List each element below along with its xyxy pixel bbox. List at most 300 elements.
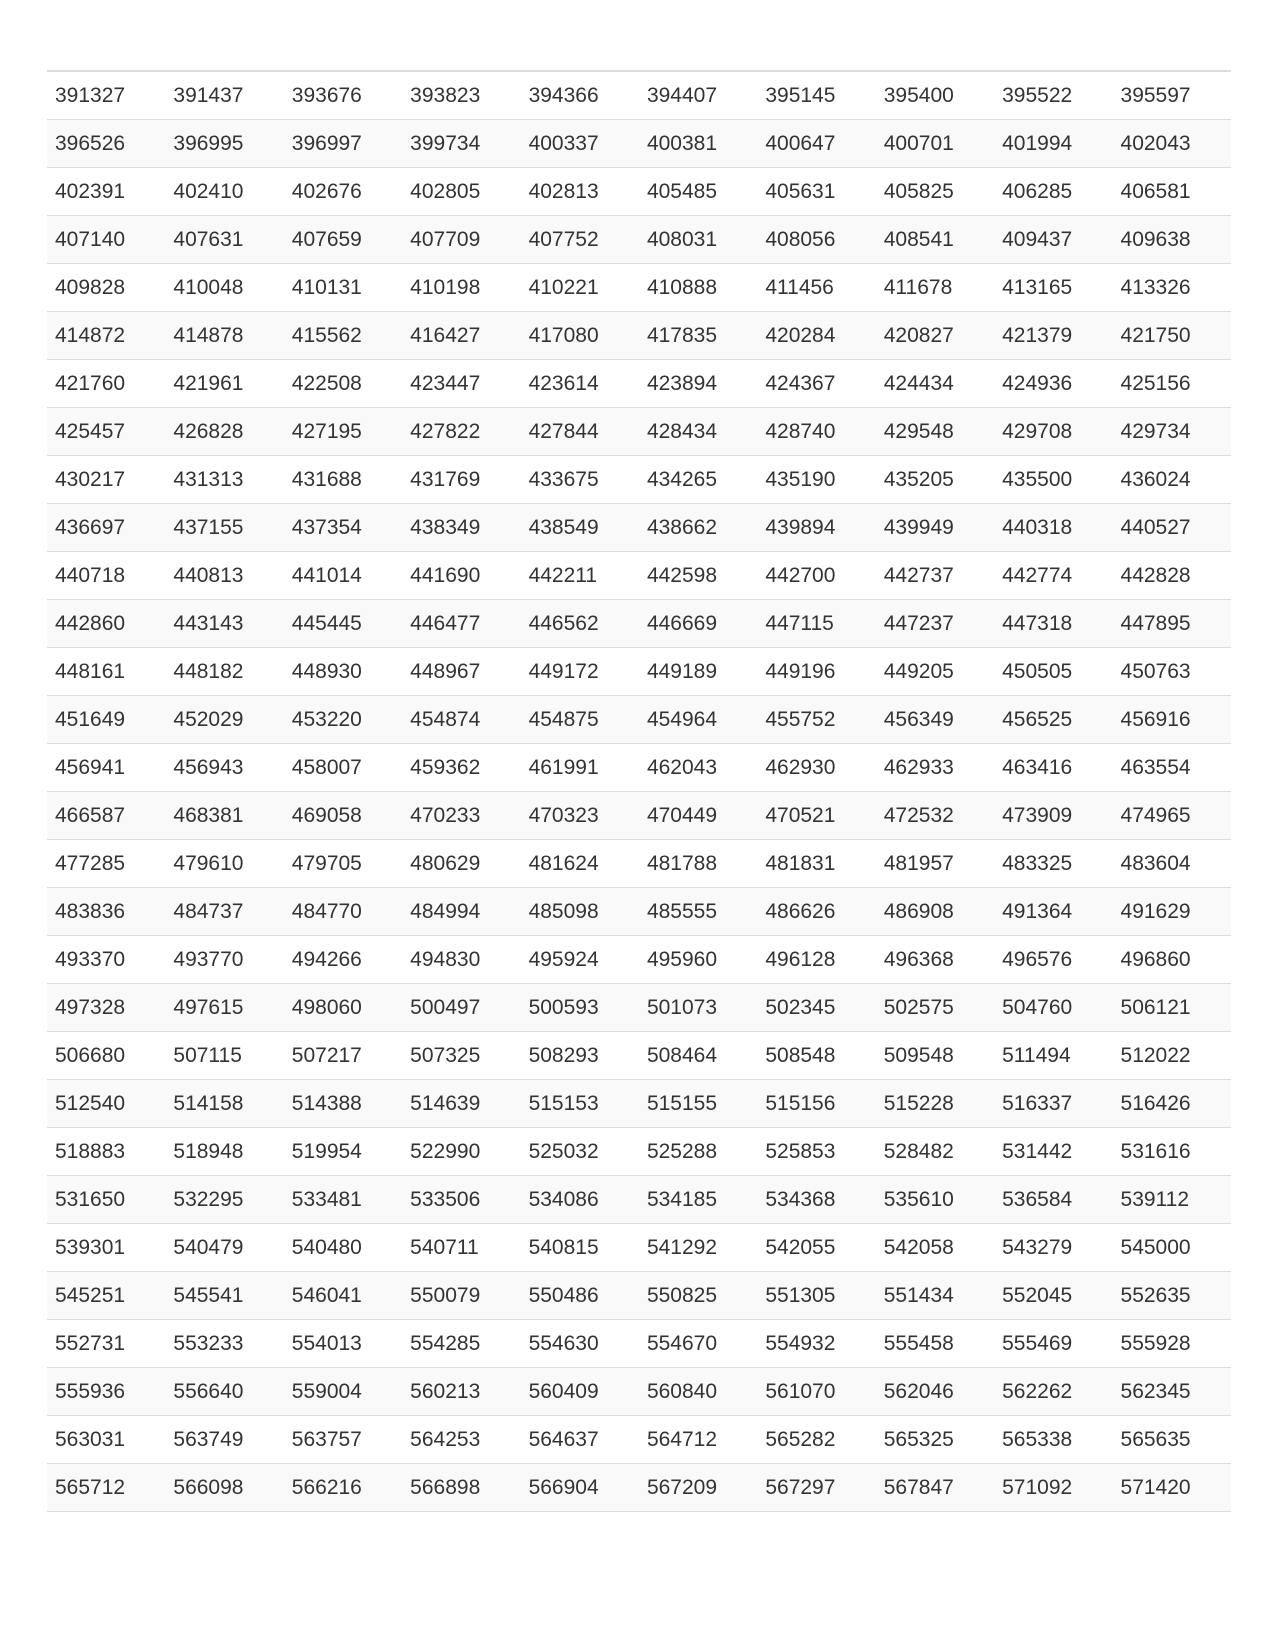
table-row [47,504,1231,552]
table-cell: 567847 [876,1464,994,1512]
table-cell: 466587 [47,792,165,840]
table-cell: 470521 [757,792,875,840]
table-cell: 564253 [402,1416,520,1464]
table-cell: 459362 [402,744,520,792]
table-cell: 494266 [284,936,402,984]
table-cell: 486908 [876,888,994,936]
table-cell: 391327 [47,71,165,120]
table-cell: 434265 [639,456,757,504]
table-cell: 437354 [284,504,402,552]
table-cell: 438349 [402,504,520,552]
table-cell: 410221 [521,264,639,312]
table-cell: 551305 [757,1272,875,1320]
table-cell: 481831 [757,840,875,888]
table-cell: 485555 [639,888,757,936]
table-cell: 496128 [757,936,875,984]
table-row [47,1272,1231,1320]
table-cell: 518948 [165,1128,283,1176]
table-cell: 496860 [1113,936,1231,984]
table-cell: 458007 [284,744,402,792]
table-cell: 555936 [47,1368,165,1416]
table-cell: 400381 [639,120,757,168]
table-cell: 394407 [639,71,757,120]
table-cell: 545251 [47,1272,165,1320]
table-cell: 406285 [994,168,1112,216]
table-cell: 429548 [876,408,994,456]
table-cell: 450763 [1113,648,1231,696]
table-cell: 411456 [757,264,875,312]
table-cell: 506121 [1113,984,1231,1032]
table-cell: 402410 [165,168,283,216]
table-cell: 486626 [757,888,875,936]
table-cell: 554932 [757,1320,875,1368]
table-cell: 440718 [47,552,165,600]
table-cell: 433675 [521,456,639,504]
table-cell: 440318 [994,504,1112,552]
table-cell: 493770 [165,936,283,984]
table-row [47,1128,1231,1176]
table-cell: 414872 [47,312,165,360]
table-cell: 451649 [47,696,165,744]
table-cell: 562345 [1113,1368,1231,1416]
table-cell: 501073 [639,984,757,1032]
table-cell: 564637 [521,1416,639,1464]
table-cell: 566098 [165,1464,283,1512]
table-cell: 531616 [1113,1128,1231,1176]
table-cell: 571092 [994,1464,1112,1512]
table-cell: 424936 [994,360,1112,408]
table-cell: 502575 [876,984,994,1032]
table-cell: 435190 [757,456,875,504]
table-cell: 562262 [994,1368,1112,1416]
table-row [47,1416,1231,1464]
table-cell: 550079 [402,1272,520,1320]
table-cell: 402043 [1113,120,1231,168]
table-cell: 400701 [876,120,994,168]
table-cell: 553233 [165,1320,283,1368]
table-cell: 481788 [639,840,757,888]
table-cell: 550825 [639,1272,757,1320]
table-cell: 447237 [876,600,994,648]
table-cell: 531442 [994,1128,1112,1176]
table-cell: 474965 [1113,792,1231,840]
table-row [47,600,1231,648]
table-row [47,744,1231,792]
table-cell: 531650 [47,1176,165,1224]
table-cell: 563031 [47,1416,165,1464]
table-cell: 446562 [521,600,639,648]
table-cell: 438662 [639,504,757,552]
table-cell: 431769 [402,456,520,504]
table-cell: 515155 [639,1080,757,1128]
table-cell: 409437 [994,216,1112,264]
table-cell: 423614 [521,360,639,408]
table-cell: 402676 [284,168,402,216]
table-cell: 435500 [994,456,1112,504]
table-cell: 491364 [994,888,1112,936]
table-row [47,71,1231,120]
table-cell: 421750 [1113,312,1231,360]
table-cell: 409638 [1113,216,1231,264]
table-cell: 462933 [876,744,994,792]
table-cell: 542058 [876,1224,994,1272]
table-cell: 407752 [521,216,639,264]
table-cell: 470449 [639,792,757,840]
table-cell: 461991 [521,744,639,792]
table-cell: 438549 [521,504,639,552]
table-cell: 393823 [402,71,520,120]
table-cell: 420827 [876,312,994,360]
table-cell: 500593 [521,984,639,1032]
table-cell: 481624 [521,840,639,888]
table-cell: 448182 [165,648,283,696]
table-cell: 410131 [284,264,402,312]
table-cell: 439949 [876,504,994,552]
table-cell: 463554 [1113,744,1231,792]
table-cell: 442828 [1113,552,1231,600]
table-cell: 563749 [165,1416,283,1464]
table-cell: 441014 [284,552,402,600]
table-row [47,216,1231,264]
table-cell: 552731 [47,1320,165,1368]
table-row [47,1032,1231,1080]
table-cell: 484737 [165,888,283,936]
table-cell: 559004 [284,1368,402,1416]
table-cell: 541292 [639,1224,757,1272]
table-cell: 456349 [876,696,994,744]
table-cell: 477285 [47,840,165,888]
table-cell: 525288 [639,1128,757,1176]
table-cell: 479705 [284,840,402,888]
table-cell: 507217 [284,1032,402,1080]
table-cell: 560213 [402,1368,520,1416]
table-cell: 508548 [757,1032,875,1080]
table-cell: 396997 [284,120,402,168]
table-cell: 495924 [521,936,639,984]
table-cell: 440527 [1113,504,1231,552]
table-cell: 413165 [994,264,1112,312]
table-cell: 539112 [1113,1176,1231,1224]
table-cell: 508464 [639,1032,757,1080]
table-cell: 495960 [639,936,757,984]
table-row [47,312,1231,360]
table-cell: 512540 [47,1080,165,1128]
table-cell: 447895 [1113,600,1231,648]
table-cell: 396526 [47,120,165,168]
table-cell: 565712 [47,1464,165,1512]
table-cell: 443143 [165,600,283,648]
table-cell: 462043 [639,744,757,792]
table-cell: 506680 [47,1032,165,1080]
table-row [47,264,1231,312]
table-cell: 565338 [994,1416,1112,1464]
table-cell: 481957 [876,840,994,888]
table-cell: 405825 [876,168,994,216]
table-cell: 448930 [284,648,402,696]
table-cell: 452029 [165,696,283,744]
table-cell: 421961 [165,360,283,408]
table-row [47,168,1231,216]
table-cell: 463416 [994,744,1112,792]
table-cell: 442211 [521,552,639,600]
table-cell: 525032 [521,1128,639,1176]
table-cell: 421379 [994,312,1112,360]
table-cell: 550486 [521,1272,639,1320]
table-cell: 440813 [165,552,283,600]
table-cell: 407631 [165,216,283,264]
table-cell: 442737 [876,552,994,600]
table-cell: 535610 [876,1176,994,1224]
table-cell: 401994 [994,120,1112,168]
table-cell: 545000 [1113,1224,1231,1272]
table-cell: 469058 [284,792,402,840]
table-cell: 567297 [757,1464,875,1512]
table-cell: 427195 [284,408,402,456]
table-cell: 454875 [521,696,639,744]
table-cell: 411678 [876,264,994,312]
table-cell: 500497 [402,984,520,1032]
table-cell: 560840 [639,1368,757,1416]
table-cell: 534368 [757,1176,875,1224]
table-cell: 456525 [994,696,1112,744]
number-table-container [47,70,1231,1512]
table-cell: 402805 [402,168,520,216]
table-cell: 554630 [521,1320,639,1368]
table-cell: 556640 [165,1368,283,1416]
table-cell: 473909 [994,792,1112,840]
table-cell: 427822 [402,408,520,456]
table-cell: 439894 [757,504,875,552]
table-cell: 468381 [165,792,283,840]
table-cell: 405485 [639,168,757,216]
table-cell: 447318 [994,600,1112,648]
table-cell: 470323 [521,792,639,840]
table-cell: 448161 [47,648,165,696]
table-cell: 540815 [521,1224,639,1272]
table-cell: 407140 [47,216,165,264]
table-cell: 508293 [521,1032,639,1080]
table-cell: 425156 [1113,360,1231,408]
table-cell: 453220 [284,696,402,744]
table-cell: 554670 [639,1320,757,1368]
table-cell: 427844 [521,408,639,456]
table-cell: 449196 [757,648,875,696]
table-cell: 562046 [876,1368,994,1416]
table-cell: 414878 [165,312,283,360]
table-cell: 429734 [1113,408,1231,456]
table-row [47,1176,1231,1224]
table-cell: 424367 [757,360,875,408]
table-cell: 565635 [1113,1416,1231,1464]
table-cell: 417835 [639,312,757,360]
table-cell: 516337 [994,1080,1112,1128]
table-cell: 555928 [1113,1320,1231,1368]
table-row [47,792,1231,840]
table-cell: 511494 [994,1032,1112,1080]
table-cell: 456941 [47,744,165,792]
table-cell: 424434 [876,360,994,408]
table-cell: 518883 [47,1128,165,1176]
table-cell: 560409 [521,1368,639,1416]
table-cell: 408031 [639,216,757,264]
table-row [47,1224,1231,1272]
table-cell: 431688 [284,456,402,504]
table-cell: 416427 [402,312,520,360]
table-cell: 410198 [402,264,520,312]
table-cell: 407659 [284,216,402,264]
table-cell: 496368 [876,936,994,984]
table-cell: 507115 [165,1032,283,1080]
table-cell: 536584 [994,1176,1112,1224]
table-cell: 546041 [284,1272,402,1320]
table-cell: 400647 [757,120,875,168]
table-cell: 519954 [284,1128,402,1176]
table-cell: 522990 [402,1128,520,1176]
table-cell: 399734 [402,120,520,168]
table-cell: 502345 [757,984,875,1032]
table-cell: 497328 [47,984,165,1032]
table-cell: 442860 [47,600,165,648]
table-cell: 421760 [47,360,165,408]
table-cell: 437155 [165,504,283,552]
table-cell: 514639 [402,1080,520,1128]
table-cell: 534185 [639,1176,757,1224]
table-cell: 435205 [876,456,994,504]
table-cell: 415562 [284,312,402,360]
table-cell: 507325 [402,1032,520,1080]
table-cell: 472532 [876,792,994,840]
table-row [47,552,1231,600]
number-table-body [47,71,1231,1512]
table-row [47,360,1231,408]
table-cell: 441690 [402,552,520,600]
table-cell: 497615 [165,984,283,1032]
table-cell: 402813 [521,168,639,216]
table-cell: 571420 [1113,1464,1231,1512]
table-cell: 455752 [757,696,875,744]
table-cell: 410048 [165,264,283,312]
table-cell: 428434 [639,408,757,456]
table-cell: 429708 [994,408,1112,456]
table-cell: 402391 [47,168,165,216]
table-cell: 514158 [165,1080,283,1128]
table-cell: 409828 [47,264,165,312]
table-row [47,408,1231,456]
table-cell: 551434 [876,1272,994,1320]
table-row [47,1320,1231,1368]
table-cell: 449189 [639,648,757,696]
table-row [47,840,1231,888]
table-cell: 498060 [284,984,402,1032]
table-row [47,984,1231,1032]
table-cell: 394366 [521,71,639,120]
table-cell: 470233 [402,792,520,840]
table-cell: 566216 [284,1464,402,1512]
table-row [47,648,1231,696]
table-cell: 539301 [47,1224,165,1272]
table-cell: 454874 [402,696,520,744]
table-cell: 564712 [639,1416,757,1464]
table-cell: 410888 [639,264,757,312]
table-cell: 408541 [876,216,994,264]
table-cell: 449172 [521,648,639,696]
table-row [47,120,1231,168]
table-cell: 542055 [757,1224,875,1272]
table-cell: 509548 [876,1032,994,1080]
table-cell: 534086 [521,1176,639,1224]
table-cell: 423447 [402,360,520,408]
table-cell: 545541 [165,1272,283,1320]
table-cell: 567209 [639,1464,757,1512]
table-cell: 565325 [876,1416,994,1464]
table-cell: 483836 [47,888,165,936]
table-cell: 430217 [47,456,165,504]
table-row [47,1080,1231,1128]
table-cell: 422508 [284,360,402,408]
table-cell: 446669 [639,600,757,648]
table-cell: 405631 [757,168,875,216]
table-cell: 436697 [47,504,165,552]
table-cell: 554013 [284,1320,402,1368]
table-cell: 413326 [1113,264,1231,312]
table-cell: 540480 [284,1224,402,1272]
table-cell: 391437 [165,71,283,120]
table-cell: 563757 [284,1416,402,1464]
table-cell: 450505 [994,648,1112,696]
table-row [47,1464,1231,1512]
table-cell: 456943 [165,744,283,792]
table-cell: 423894 [639,360,757,408]
table-cell: 395400 [876,71,994,120]
table-cell: 540479 [165,1224,283,1272]
table-cell: 408056 [757,216,875,264]
table-cell: 512022 [1113,1032,1231,1080]
table-cell: 480629 [402,840,520,888]
table-cell: 484770 [284,888,402,936]
table-cell: 442700 [757,552,875,600]
table-row [47,696,1231,744]
table-cell: 483604 [1113,840,1231,888]
table-cell: 533481 [284,1176,402,1224]
table-cell: 532295 [165,1176,283,1224]
table-cell: 525853 [757,1128,875,1176]
table-cell: 462930 [757,744,875,792]
table-row [47,936,1231,984]
table-cell: 528482 [876,1128,994,1176]
table-cell: 395145 [757,71,875,120]
table-row [47,888,1231,936]
table-cell: 554285 [402,1320,520,1368]
table-cell: 485098 [521,888,639,936]
table-cell: 446477 [402,600,520,648]
table-cell: 483325 [994,840,1112,888]
table-cell: 407709 [402,216,520,264]
table-cell: 516426 [1113,1080,1231,1128]
table-cell: 555458 [876,1320,994,1368]
table-cell: 400337 [521,120,639,168]
table-cell: 442774 [994,552,1112,600]
table-cell: 566904 [521,1464,639,1512]
table-cell: 565282 [757,1416,875,1464]
table-cell: 425457 [47,408,165,456]
table-cell: 445445 [284,600,402,648]
table-cell: 540711 [402,1224,520,1272]
table-cell: 479610 [165,840,283,888]
table-cell: 456916 [1113,696,1231,744]
table-cell: 494830 [402,936,520,984]
table-cell: 514388 [284,1080,402,1128]
table-cell: 515228 [876,1080,994,1128]
